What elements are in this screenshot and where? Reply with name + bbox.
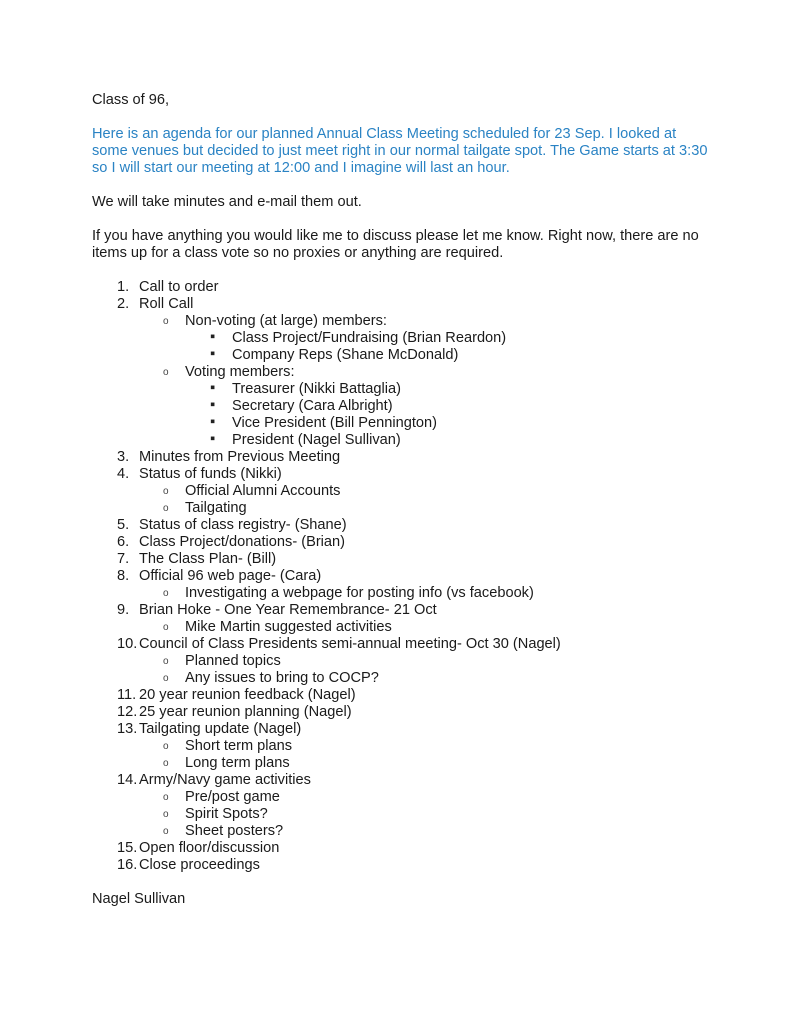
item-text: Army/Navy game activities	[139, 772, 311, 788]
sub-sub-item	[92, 415, 712, 432]
item-number: 2.	[117, 296, 130, 312]
item-number: 11.	[117, 687, 137, 703]
sub-item-text: Voting members:	[185, 364, 295, 380]
agenda-item	[92, 687, 712, 704]
circle-bullet-icon: o	[163, 673, 169, 684]
sub-sub-item-text: Secretary (Cara Albright)	[232, 398, 393, 414]
agenda-item	[92, 449, 712, 466]
sub-sub-item	[92, 381, 712, 398]
item-text: Call to order	[139, 279, 219, 295]
sub-item-text: Short term plans	[185, 738, 293, 754]
sub-item	[92, 364, 712, 381]
agenda-item	[92, 721, 712, 738]
sub-item-text: Any issues to bring to COCP?	[185, 670, 379, 686]
agenda-item	[92, 551, 712, 568]
agenda-item	[92, 857, 712, 874]
minutes-paragraph: We will take minutes and e-mail them out.	[92, 194, 362, 210]
circle-bullet-icon: o	[163, 367, 169, 378]
item-number: 3.	[117, 449, 130, 465]
sub-item-text: Official Alumni Accounts	[185, 483, 341, 499]
sub-item	[92, 823, 712, 840]
circle-bullet-icon: o	[163, 826, 169, 837]
sub-sub-item	[92, 330, 712, 347]
agenda-item	[92, 517, 712, 534]
sub-sub-item-text: Treasurer (Nikki Battaglia)	[232, 381, 401, 397]
item-number: 4.	[117, 466, 130, 482]
item-text: Council of Class Presidents semi-annual meeting- Oct 30 (Nagel)	[139, 636, 561, 652]
sub-item	[92, 806, 712, 823]
agenda-item	[92, 534, 712, 551]
sub-item	[92, 755, 712, 772]
item-text: Open floor/discussion	[139, 840, 280, 856]
agenda-item	[92, 279, 712, 296]
sub-item-text: Sheet posters?	[185, 823, 284, 839]
agenda-item	[92, 466, 712, 483]
item-number: 7.	[117, 551, 130, 567]
item-number: 9.	[117, 602, 130, 618]
sub-item	[92, 653, 712, 670]
item-number: 15.	[117, 840, 138, 856]
sub-item	[92, 670, 712, 687]
circle-bullet-icon: o	[163, 809, 169, 820]
sub-sub-item	[92, 432, 712, 449]
agenda-list	[92, 279, 712, 874]
sub-sub-item-text: Company Reps (Shane McDonald)	[232, 347, 459, 363]
sub-item	[92, 313, 712, 330]
square-bullet-icon: ▪	[210, 431, 216, 447]
sub-sub-item	[92, 347, 712, 364]
sub-item-text: Investigating a webpage for posting info (vs facebook)	[185, 585, 534, 601]
sub-sub-item-text: Vice President (Bill Pennington)	[232, 415, 437, 431]
circle-bullet-icon: o	[163, 758, 169, 769]
agenda-item	[92, 772, 712, 789]
item-text: 20 year reunion feedback (Nagel)	[139, 687, 356, 703]
item-number: 12.	[117, 704, 138, 720]
item-text: Status of class registry- (Shane)	[139, 517, 347, 533]
square-bullet-icon: ▪	[210, 346, 216, 362]
square-bullet-icon: ▪	[210, 380, 216, 396]
square-bullet-icon: ▪	[210, 329, 216, 345]
sub-sub-item-text: President (Nagel Sullivan)	[232, 432, 401, 448]
item-number: 13.	[117, 721, 138, 737]
item-number: 5.	[117, 517, 130, 533]
circle-bullet-icon: o	[163, 588, 169, 599]
item-text: Minutes from Previous Meeting	[139, 449, 341, 465]
item-text: Status of funds (Nikki)	[139, 466, 282, 482]
item-text: Official 96 web page- (Cara)	[139, 568, 322, 584]
sub-item	[92, 500, 712, 517]
circle-bullet-icon: o	[163, 792, 169, 803]
item-number: 1.	[117, 279, 130, 295]
letter-page	[92, 92, 712, 908]
sub-sub-item	[92, 398, 712, 415]
circle-bullet-icon: o	[163, 503, 169, 514]
agenda-item	[92, 602, 712, 619]
agenda-item	[92, 840, 712, 857]
item-text: Class Project/donations- (Brian)	[139, 534, 346, 550]
discussion-paragraph: If you have anything you would like me to discuss please let me know. Right now, there are no items up for a class vote so no proxies or anything are required.	[92, 228, 699, 261]
circle-bullet-icon: o	[163, 622, 169, 633]
sub-item-text: Tailgating	[185, 500, 247, 516]
square-bullet-icon: ▪	[210, 397, 216, 413]
item-text: Close proceedings	[139, 857, 260, 873]
circle-bullet-icon: o	[163, 741, 169, 752]
item-number: 8.	[117, 568, 130, 584]
item-text: The Class Plan- (Bill)	[139, 551, 277, 567]
sub-item-text: Long term plans	[185, 755, 290, 771]
item-text: Brian Hoke - One Year Remembrance- 21 Oct	[139, 602, 437, 618]
greeting: Class of 96,	[92, 92, 170, 108]
item-number: 6.	[117, 534, 130, 550]
sub-sub-item-text: Class Project/Fundraising (Brian Reardon)	[232, 330, 507, 346]
sub-item-text: Planned topics	[185, 653, 281, 669]
sub-item	[92, 789, 712, 806]
item-number: 16.	[117, 857, 138, 873]
item-text: Roll Call	[139, 296, 194, 312]
agenda-item	[92, 704, 712, 721]
signature: Nagel Sullivan	[92, 891, 186, 907]
circle-bullet-icon: o	[163, 316, 169, 327]
square-bullet-icon: ▪	[210, 414, 216, 430]
sub-item	[92, 738, 712, 755]
sub-item	[92, 619, 712, 636]
item-text: Tailgating update (Nagel)	[139, 721, 302, 737]
sub-item	[92, 483, 712, 500]
circle-bullet-icon: o	[163, 486, 169, 497]
agenda-item	[92, 568, 712, 585]
sub-item-text: Non-voting (at large) members:	[185, 313, 387, 329]
item-number: 14.	[117, 772, 138, 788]
item-text: 25 year reunion planning (Nagel)	[139, 704, 352, 720]
circle-bullet-icon: o	[163, 656, 169, 667]
item-number: 10.	[117, 636, 138, 652]
agenda-item	[92, 296, 712, 313]
sub-item	[92, 585, 712, 602]
intro-paragraph: Here is an agenda for our planned Annual Class Meeting scheduled for 23 Sep. I looked at some venues but decided to just meet right in our normal tailgate spot. The Game starts at 3:30 so I will start our meeting at 12:00 and I imagine will last an hour.	[92, 126, 708, 176]
agenda-item	[92, 636, 712, 653]
sub-item-text: Pre/post game	[185, 789, 280, 805]
sub-item-text: Mike Martin suggested activities	[185, 619, 392, 635]
sub-item-text: Spirit Spots?	[185, 806, 268, 822]
